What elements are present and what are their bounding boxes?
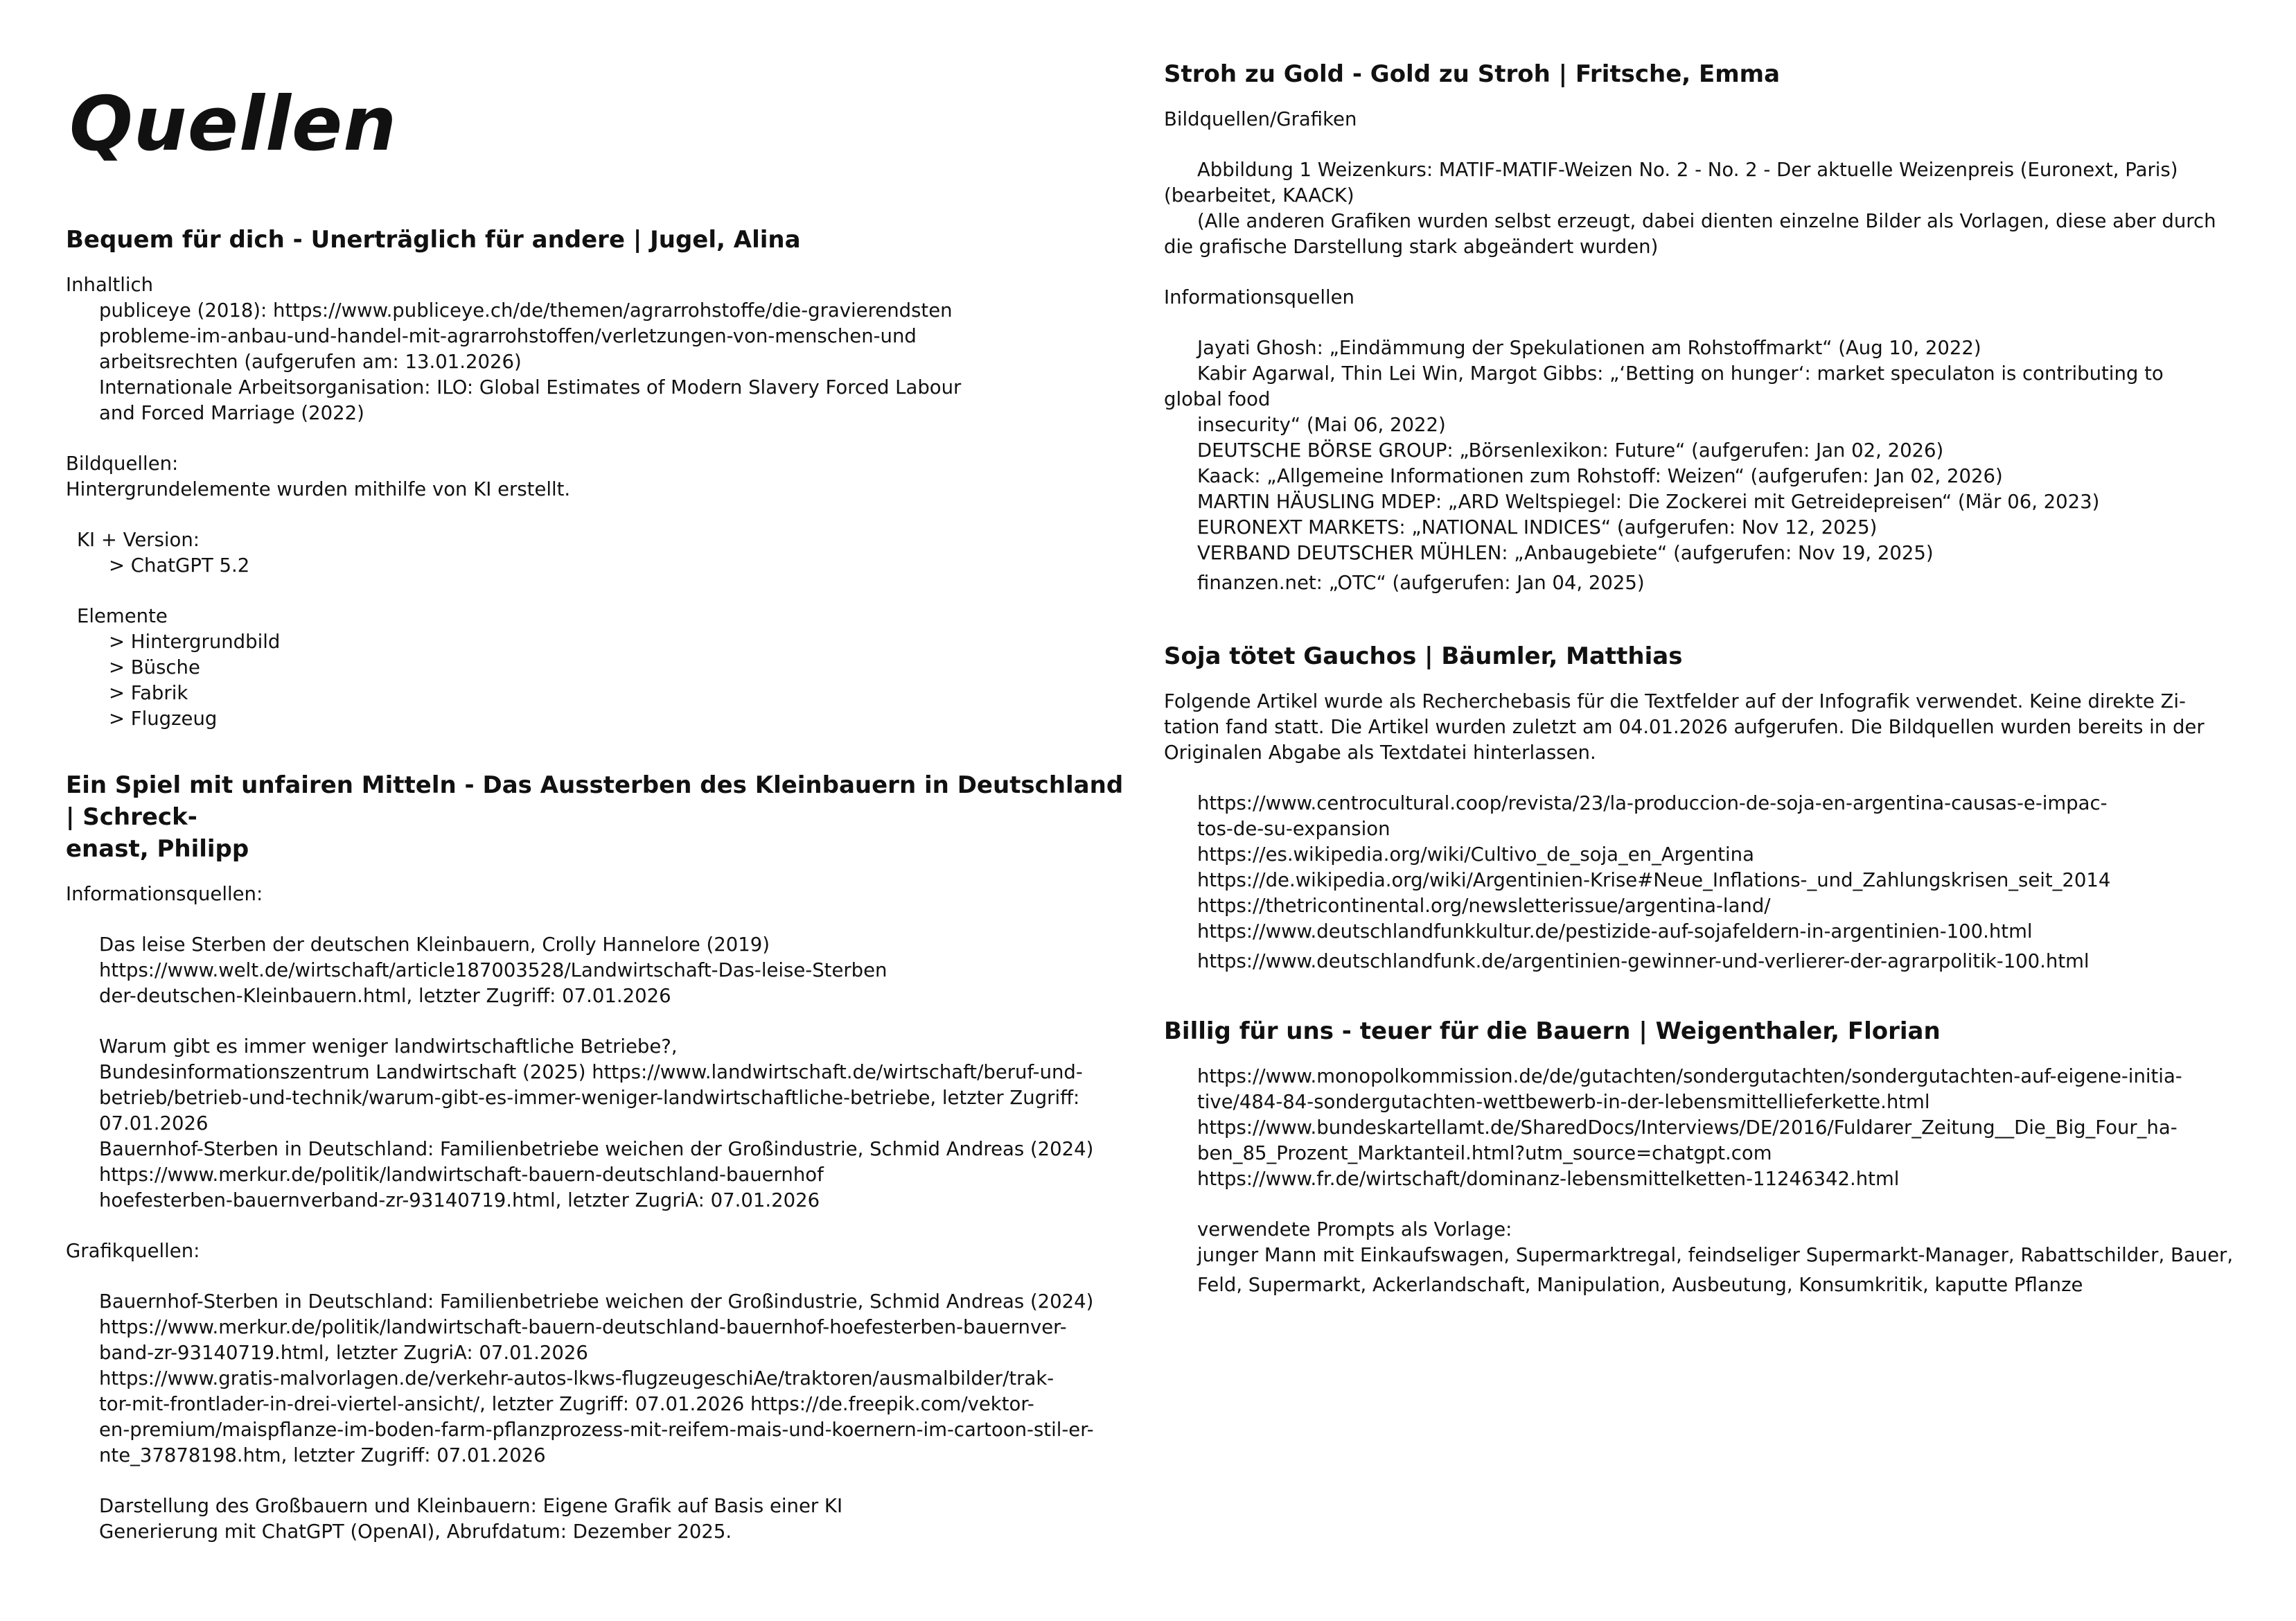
- link-line: tive/484-84-sondergutachten-wettbewerb-in-der-lebensmittellieferkette.html: [1197, 1091, 1930, 1113]
- source-line: Jayati Ghosh: „Eindämmung der Spekulationen am Rohstoffmarkt“ (Aug 10, 2022): [1197, 337, 1981, 359]
- source-line: EURONEXT MARKETS: „NATIONAL INDICES“ (aufgerufen: Nov 12, 2025): [1197, 516, 1878, 538]
- section-jugel: [66, 224, 1140, 732]
- source-line: tor-mit-frontlader-in-drei-viertel-ansicht/, letzter Zugriff: 07.01.2026 https://de.freepik.com/vektor-: [99, 1393, 1034, 1415]
- link-line: https://www.fr.de/wirtschaft/dominanz-lebensmittelketten-11246342.html: [1197, 1168, 1900, 1190]
- label-inhaltlich: Inhaltlich: [66, 274, 154, 296]
- source-line: Abbildung 1 Weizenkurs: MATIF-MATIF-Weizen No. 2 - No. 2 - Der aktuelle Weizenpreis (Euronext, Paris): [1197, 159, 2178, 181]
- label-grafikquellen: Grafikquellen:: [66, 1240, 200, 1262]
- link-line: ben_85_Prozent_Marktanteil.html?utm_source=chatgpt.com: [1197, 1142, 1772, 1164]
- prompt-line: junger Mann mit Einkaufswagen, Supermarktregal, feindseliger Supermarkt-Manager, Rabattschilder, Bauer,: [1197, 1244, 2234, 1266]
- section-schreckenast: [66, 769, 1140, 1545]
- intro-line: tation fand statt. Die Artikel wurden zuletzt am 04.01.2026 aufgerufen. Die Bildquellen wurden bereits in der: [1164, 716, 2205, 738]
- link-list: [1164, 1064, 2245, 1298]
- source-line: https://www.gratis-malvorlagen.de/verkehr-autos-lkws-flugzeugeschiAe/traktoren/ausmalbilder/trak-: [99, 1367, 1054, 1390]
- grafik-block: [66, 1289, 1140, 1545]
- source-line: probleme-im-anbau-und-handel-mit-agrarrohstoffen/verletzungen-von-menschen-und: [99, 325, 917, 347]
- label-elemente: Elemente: [77, 605, 168, 627]
- source-line: DEUTSCHE BÖRSE GROUP: „Börsenlexikon: Future“ (aufgerufen: Jan 02, 2026): [1197, 439, 1944, 462]
- label-informationsquellen: Informationsquellen:: [66, 883, 263, 905]
- section-heading: Stroh zu Gold - Gold zu Stroh | Fritsche, Emma: [1164, 60, 1781, 88]
- source-line: Kaack: „Allgemeine Informationen zum Rohstoff: Weizen“ (aufgerufen: Jan 02, 2026): [1197, 465, 2003, 487]
- prompt-line: Feld, Supermarkt, Ackerlandschaft, Manipulation, Ausbeutung, Konsumkritik, kaputte Pflanze: [1197, 1274, 2083, 1296]
- label-bildquellen: Bildquellen:: [66, 453, 179, 475]
- source-line: Kabir Agarwal, Thin Lei Win, Margot Gibbs: „‘Betting on hunger‘: market speculaton is contributing to: [1197, 362, 2164, 385]
- source-line: Warum gibt es immer weniger landwirtschaftliche Betriebe?,: [99, 1035, 678, 1058]
- inhaltlich-list: [66, 298, 1140, 426]
- link-line: https://es.wikipedia.org/wiki/Cultivo_de_soja_en_Argentina: [1197, 843, 1754, 866]
- source-line: arbeitsrechten (aufgerufen am: 13.01.2026): [99, 351, 522, 373]
- page-title: Quellen: [69, 81, 398, 168]
- link-list: [1164, 791, 2245, 974]
- source-line: MARTIN HÄUSLING MDEP: „ARD Weltspiegel: Die Zockerei mit Getreidepreisen“ (Mär 06, 2023): [1197, 491, 2100, 513]
- list-item: > Flugzeug: [109, 708, 218, 730]
- source-line: (bearbeitet, KAACK): [1164, 184, 1354, 207]
- link-line: https://www.monopolkommission.de/de/gutachten/sondergutachten/sondergutachten-auf-eigene-initia-: [1197, 1065, 2182, 1087]
- source-line: Hintergrundelemente wurden mithilfe von KI erstellt.: [66, 478, 571, 500]
- list-item: > Büsche: [109, 656, 200, 678]
- source-line: and Forced Marriage (2022): [99, 402, 364, 424]
- intro-line: Folgende Artikel wurde als Recherchebasis für die Textfelder auf der Infografik verwendet. Keine direkte Zi-: [1164, 690, 2186, 712]
- source-line: Das leise Sterben der deutschen Kleinbauern, Crolly Hannelore (2019): [99, 934, 770, 956]
- section-baeumler: [1164, 640, 2245, 974]
- label-bildquellen-grafiken: Bildquellen/Grafiken: [1164, 108, 1357, 130]
- source-line: der-deutschen-Kleinbauern.html, letzter Zugriff: 07.01.2026: [99, 985, 671, 1007]
- label-ki-version: KI + Version:: [77, 529, 200, 551]
- source-line: Darstellung des Großbauern und Kleinbauern: Eigene Grafik auf Basis einer KI: [99, 1495, 843, 1517]
- section-fritsche: [1164, 58, 2245, 596]
- source-line: Bundesinformationszentrum Landwirtschaft (2025) https://www.landwirtschaft.de/wirtschaft/beruf-und-: [99, 1061, 1083, 1083]
- link-line: https://www.deutschlandfunk.de/argentinien-gewinner-und-verlierer-der-agrarpolitik-100.html: [1197, 950, 2090, 972]
- source-line: insecurity“ (Mai 06, 2022): [1197, 414, 1446, 436]
- section-heading: enast, Philipp: [66, 835, 249, 863]
- link-line: https://www.bundeskartellamt.de/SharedDocs/Interviews/DE/2016/Fuldarer_Zeitung__Die_Big_Four_ha-: [1197, 1116, 2178, 1139]
- source-line: 07.01.2026: [99, 1112, 209, 1134]
- source-line: Bauernhof-Sterben in Deutschland: Familienbetriebe weichen der Großindustrie, Schmid Andreas (2024): [99, 1290, 1094, 1313]
- source-line: https://www.welt.de/wirtschaft/article187003528/Landwirtschaft-Das-leise-Sterben: [99, 959, 888, 981]
- link-line: https://de.wikipedia.org/wiki/Argentinien-Krise#Neue_Inflations-_und_Zahlungskrisen_seit_2014: [1197, 869, 2111, 891]
- source-line: nte_37878198.htm, letzter Zugriff: 07.01.2026: [99, 1444, 546, 1466]
- link-line: https://www.deutschlandfunkkultur.de/pestizide-auf-sojafeldern-in-argentinien-100.html: [1197, 920, 2033, 943]
- list-item: > ChatGPT 5.2: [109, 554, 250, 577]
- section-weigenthaler: [1164, 1015, 2245, 1298]
- link-line: https://thetricontinental.org/newsletterissue/argentina-land/: [1197, 895, 1771, 917]
- section-heading: Bequem für dich - Unerträglich für andere | Jugel, Alina: [66, 226, 801, 254]
- source-line: band-zr-93140719.html, letzter ZugriA: 07.01.2026: [99, 1342, 588, 1364]
- link-line: tos-de-su-expansion: [1197, 818, 1390, 840]
- source-line: betrieb/betrieb-und-technik/warum-gibt-es-immer-weniger-landwirtschaftliche-betriebe, letzter Zugriff:: [99, 1087, 1080, 1109]
- list-item: > Hintergrundbild: [109, 631, 281, 653]
- source-line: publiceye (2018): https://www.publiceye.ch/de/themen/agrarrohstoffe/die-gravierendsten: [99, 299, 953, 322]
- source-line: https://www.merkur.de/politik/landwirtschaft-bauern-deutschland-bauernhof-hoefesterben-bauernver-: [99, 1316, 1067, 1338]
- section-heading: Ein Spiel mit unfairen Mitteln - Das Aussterben des Kleinbauern in Deutschland | Schreck-: [66, 771, 1124, 831]
- source-line: die grafische Darstellung stark abgeändert wurden): [1164, 236, 1659, 258]
- section-heading: Billig für uns - teuer für die Bauern | Weigenthaler, Florian: [1164, 1017, 1941, 1045]
- info-block: [66, 932, 1140, 1213]
- source-line: VERBAND DEUTSCHER MÜHLEN: „Anbaugebiete“ (aufgerufen: Nov 19, 2025): [1197, 542, 1934, 564]
- list-item: > Fabrik: [109, 682, 188, 704]
- source-line: Bauernhof-Sterben in Deutschland: Familienbetriebe weichen der Großindustrie, Schmid Andreas (2024): [99, 1138, 1094, 1160]
- source-line: https://www.merkur.de/politik/landwirtschaft-bauern-deutschland-bauernhof: [99, 1164, 824, 1186]
- source-line: en-premium/maispflanze-im-boden-farm-pflanzprozess-mit-reifem-mais-und-koernern-im-cartoon-stil-er-: [99, 1419, 1094, 1441]
- source-line: (Alle anderen Grafiken wurden selbst erzeugt, dabei dienten einzelne Bilder als Vorlagen, diese aber durch: [1197, 210, 2216, 232]
- link-line: https://www.centrocultural.coop/revista/23/la-produccion-de-soja-en-argentina-causas-e-impac-: [1197, 792, 2108, 814]
- source-line: global food: [1164, 388, 1271, 410]
- intro-line: Originalen Abgabe als Textdatei hinterlassen.: [1164, 742, 1596, 764]
- source-line: hoefesterben-bauernverband-zr-93140719.html, letzter ZugriA: 07.01.2026: [99, 1189, 820, 1211]
- section-heading: Soja tötet Gauchos | Bäumler, Matthias: [1164, 642, 1683, 670]
- label-prompts: verwendete Prompts als Vorlage:: [1197, 1218, 1512, 1241]
- source-line: Generierung mit ChatGPT (OpenAI), Abrufdatum: Dezember 2025.: [99, 1521, 732, 1543]
- source-line: finanzen.net: „OTC“ (aufgerufen: Jan 04, 2025): [1197, 572, 1645, 594]
- source-line: Internationale Arbeitsorganisation: ILO: Global Estimates of Modern Slavery Forced Labour: [99, 376, 962, 398]
- label-informationsquellen: Informationsquellen: [1164, 286, 1354, 308]
